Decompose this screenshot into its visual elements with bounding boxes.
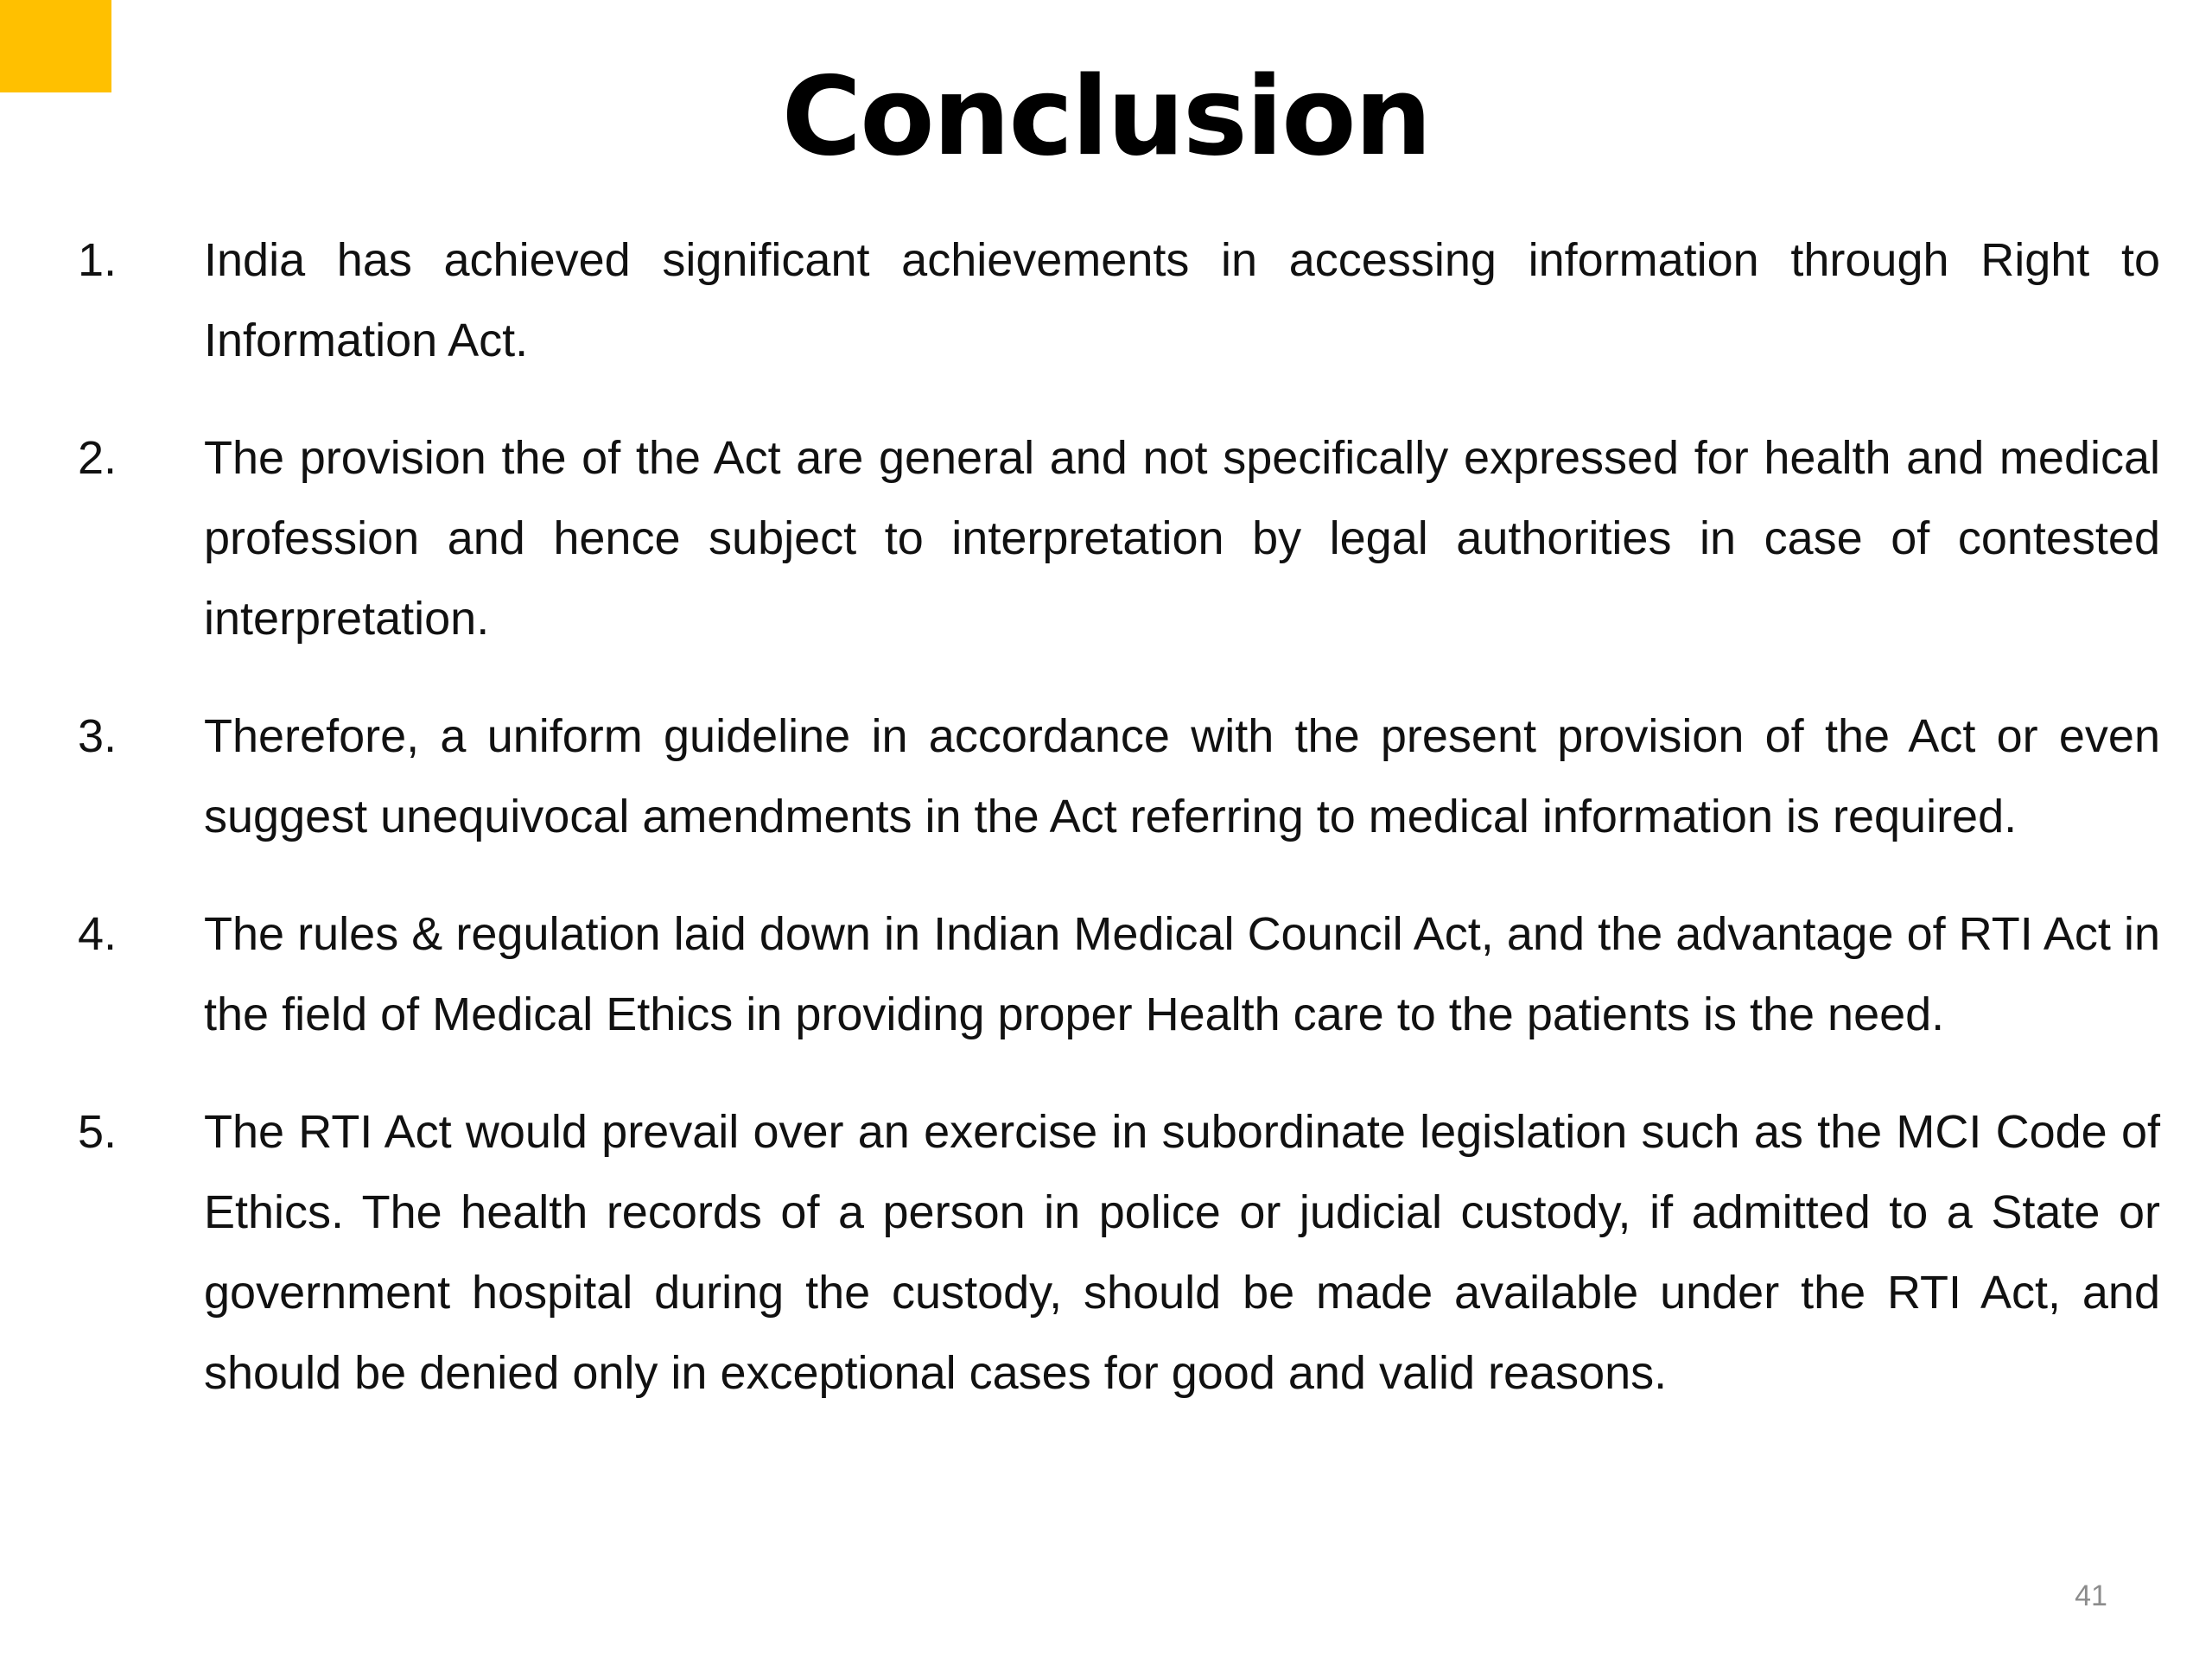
list-item-1 [78, 220, 2160, 381]
page-number: 41 [2075, 1580, 2107, 1612]
list-item-3 [78, 696, 2160, 857]
item-number: 3. [78, 710, 118, 762]
list-item-2 [78, 418, 2160, 659]
item-number: 2. [78, 432, 118, 484]
item-number: 4. [78, 908, 118, 960]
item-number: 5. [78, 1106, 118, 1158]
conclusion-list [78, 220, 2160, 1451]
item-text: The rules & regulation laid down in Indian Medical Council Act, and the advantage of RTI Act in the field of Medical Ethics in providing proper Health care to the patients is the need. [204, 908, 2160, 1040]
item-text: The RTI Act would prevail over an exercise in subordinate legislation such as the MCI Code of Ethics. The health records of a person in police or judicial custody, if admitted to a State or government hospital during the custody, should be made available under the RTI Act, and should be denied only in exceptional cases for good and valid reasons. [204, 1106, 2160, 1399]
item-text: The provision the of the Act are general and not specifically expressed for health and medical profession and hence subject to interpretation by legal authorities in case of contested interpretation. [204, 432, 2160, 645]
item-number: 1. [78, 234, 118, 286]
list-item-4 [78, 894, 2160, 1055]
slide-title: Conclusion [781, 53, 1431, 180]
item-text: Therefore, a uniform guideline in accordance with the present provision of the Act or even suggest unequivocal amendments in the Act referring to medical information is required. [204, 710, 2160, 842]
item-text: India has achieved significant achievements in accessing information through Right to Information Act. [204, 234, 2160, 366]
list-item-5 [78, 1092, 2160, 1414]
